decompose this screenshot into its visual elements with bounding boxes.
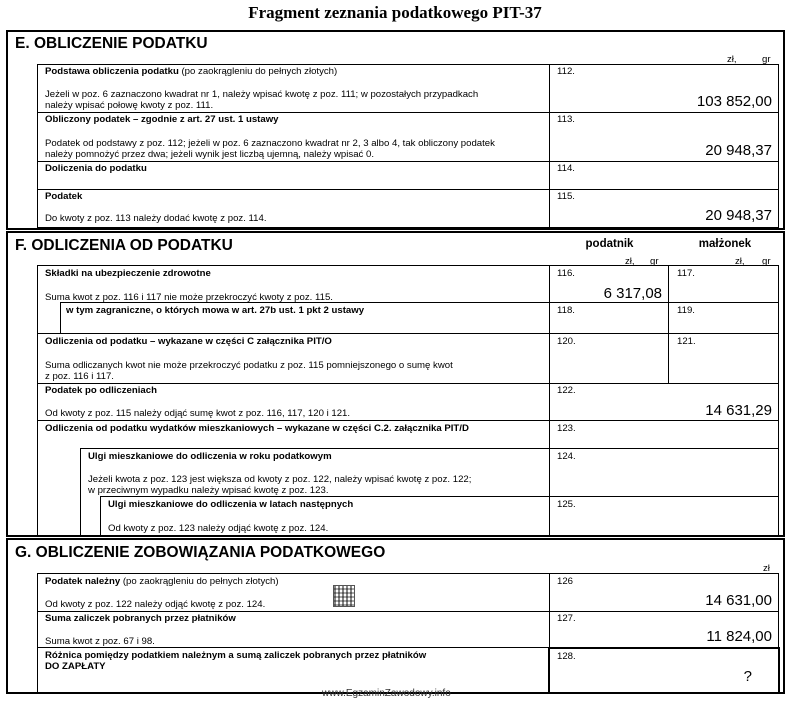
- value-116[interactable]: 6 317,08: [603, 285, 662, 302]
- row-114-label: Doliczenia do podatku: [45, 163, 147, 174]
- value-113[interactable]: 20 948,37: [705, 142, 772, 159]
- pos-124: 124.: [557, 451, 576, 462]
- pos-114: 114.: [557, 163, 575, 174]
- row-116-note: Suma kwot z poz. 116 i 117 nie może przekroczyć kwoty z poz. 115.: [45, 292, 333, 303]
- row-112-note: Jeżeli w poz. 6 zaznaczono kwadrat nr 1, należy wpisać kwotę z poz. 111; w pozostałych przypadkach należy wpisać połowę kwoty z poz. 111.: [45, 89, 479, 111]
- row-126-note: Od kwoty z poz. 122 należy odjąć kwotę z poz. 124.: [45, 599, 266, 610]
- pos-117: 117.: [677, 268, 695, 279]
- pos-122: 122.: [557, 385, 576, 396]
- row-118-label: w tym zagraniczne, o których mowa w art. 27b ust. 1 pkt 2 ustawy: [66, 305, 365, 316]
- pos-119: 119.: [677, 305, 695, 316]
- qr-code-icon: [333, 585, 355, 607]
- row-115-note: Do kwoty z poz. 113 należy dodać kwotę z poz. 114.: [45, 213, 267, 224]
- pos-112: 112.: [557, 66, 575, 77]
- watermark-text: www.EgzaminZawodowy.info: [322, 688, 451, 699]
- row-127-note: Suma kwot z poz. 67 i 98.: [45, 636, 155, 647]
- unit-zl: zł,: [727, 54, 737, 65]
- row-122-label: Podatek po odliczeniach: [45, 385, 157, 396]
- col-podatnik: podatnik: [585, 238, 634, 250]
- pos-115: 115.: [557, 191, 575, 202]
- unit-zl-a: zł,: [625, 256, 635, 267]
- value-115[interactable]: 20 948,37: [705, 207, 772, 224]
- row-127-label: Suma zaliczek pobranych przez płatników: [45, 613, 236, 624]
- value-126[interactable]: 14 631,00: [705, 592, 772, 609]
- section-f-heading: F. ODLICZENIA OD PODATKU: [15, 237, 233, 254]
- row-123-label: Odliczenia od podatku wydatków mieszkaniowych – wykazane w części C.2. załącznika PIT/D: [45, 423, 469, 434]
- row-112-label: Podstawa obliczenia podatku (po zaokrągleniu do pełnych złotych): [45, 66, 338, 77]
- row-125-label: Ulgi mieszkaniowe do odliczenia w latach następnych: [108, 499, 354, 510]
- row-113-label: Obliczony podatek – zgodnie z art. 27 ust. 1 ustawy: [45, 114, 279, 125]
- row-122-note: Od kwoty z poz. 115 należy odjąć sumę kwot z poz. 116, 117, 120 i 121.: [45, 408, 351, 419]
- col-malzonek: małżonek: [698, 238, 752, 250]
- row-128-label: Różnica pomiędzy podatkiem należnym a sumą zaliczek pobranych przez płatników DO ZAPŁATY: [45, 650, 427, 672]
- row-124-label: Ulgi mieszkaniowe do odliczenia w roku podatkowym: [88, 451, 332, 462]
- row-120-label: Odliczenia od podatku – wykazane w części C załącznika PIT/O: [45, 336, 332, 347]
- row-124-note: Jeżeli kwota z poz. 123 jest większa od kwoty z poz. 122, należy wpisać kwotę z poz. 122; w przeciwnym wypadku należy wpisać kwotę z poz. 123.: [88, 474, 472, 496]
- row-126-label: Podatek należny (po zaokrągleniu do pełnych złotych): [45, 576, 279, 587]
- pos-126: 126: [557, 576, 574, 587]
- row-120-note: Suma odliczanych kwot nie może przekroczyć podatku z poz. 115 pomniejszonego o sumę kwot z poz. 116 i 117.: [45, 360, 453, 382]
- unit-zl-g: zł: [763, 563, 770, 574]
- pos-121: 121.: [677, 336, 696, 347]
- pos-128: 128.: [557, 651, 576, 662]
- unit-gr: gr: [762, 54, 771, 65]
- row-125-note: Od kwoty z poz. 123 należy odjąć kwotę z poz. 124.: [108, 523, 329, 534]
- value-127[interactable]: 11 824,00: [706, 628, 772, 645]
- section-g-heading: G. OBLICZENIE ZOBOWIĄZANIA PODATKOWEGO: [15, 544, 386, 561]
- row-115-label: Podatek: [45, 191, 83, 202]
- unit-zl-b: zł,: [735, 256, 745, 267]
- pos-116: 116.: [557, 268, 575, 279]
- pos-120: 120.: [557, 336, 576, 347]
- pos-125: 125.: [557, 499, 576, 510]
- unit-gr-a: gr: [650, 256, 659, 267]
- row-116-label: Składki na ubezpieczenie zdrowotne: [45, 268, 211, 279]
- row-113-note: Podatek od podstawy z poz. 112; jeżeli w poz. 6 zaznaczono kwadrat nr 2, 3 albo 4, tak obliczony podatek należy pomnożyć przez dwa; jeżeli wynik jest liczbą ujemną, należy wpisać 0.: [45, 138, 495, 160]
- pos-123: 123.: [557, 423, 576, 434]
- value-122[interactable]: 14 631,29: [705, 402, 772, 419]
- value-112[interactable]: 103 852,00: [696, 93, 772, 110]
- value-128[interactable]: ?: [743, 668, 752, 685]
- section-e-heading: E. OBLICZENIE PODATKU: [15, 35, 208, 52]
- pos-127: 127.: [557, 613, 576, 624]
- pos-118: 118.: [557, 305, 575, 316]
- page-title: Fragment zeznania podatkowego PIT-37: [248, 3, 542, 22]
- unit-gr-b: gr: [762, 256, 771, 267]
- pos-113: 113.: [557, 114, 575, 125]
